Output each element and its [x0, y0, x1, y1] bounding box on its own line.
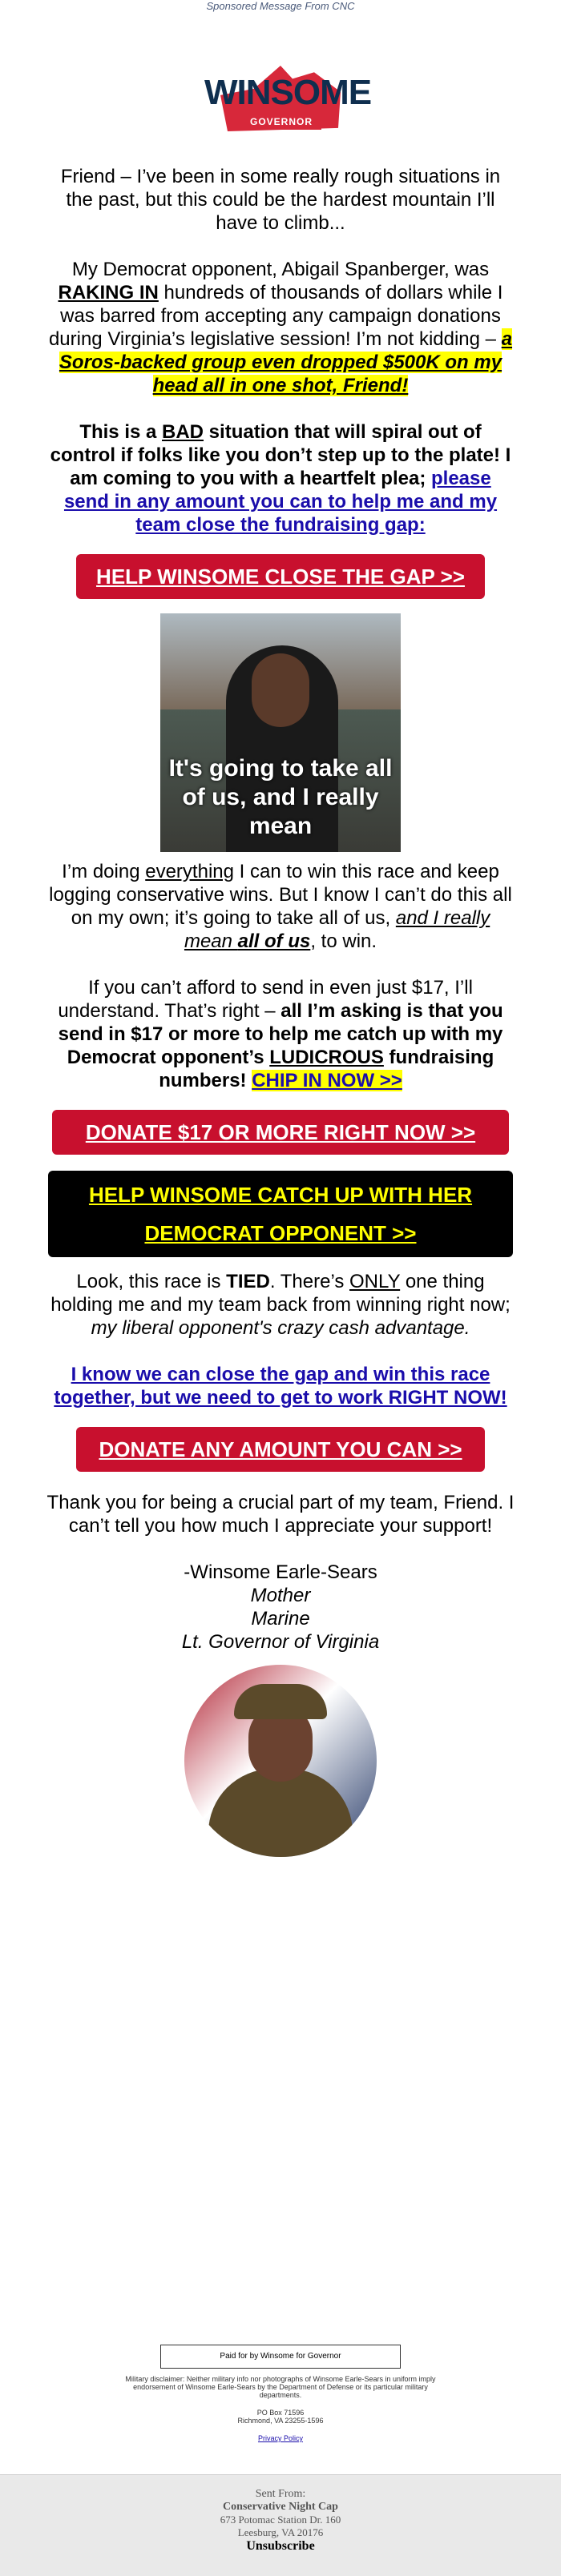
portrait-photo: [184, 1665, 377, 1857]
donate-any-amount-button[interactable]: DONATE ANY AMOUNT YOU CAN >>: [76, 1427, 485, 1472]
paid-for-box: Paid for by Winsome for Governor: [160, 2345, 401, 2369]
chip-in-link[interactable]: CHIP IN NOW >>: [252, 1070, 402, 1091]
link-close-gap[interactable]: please send in any amount you can to help me and my team close the fundraising gap:: [63, 468, 498, 536]
sender-address2: Leesburg, VA 20176: [237, 2526, 324, 2538]
help-close-gap-button[interactable]: HELP WINSOME CLOSE THE GAP >>: [76, 554, 485, 599]
sent-from-label: Sent From:: [255, 2488, 306, 2500]
portrait-cap: [234, 1684, 327, 1719]
highlight-soros: a Soros-backed group even dropped $500K on my head all in one shot, Friend!: [59, 328, 513, 396]
portrait-uniform: [208, 1769, 353, 1857]
paragraph-plea: This is a BAD situation that will spiral out of control if folks like you don’t step up to the plate! I am coming to you with a heartfelt plea; please send in any amount you can to help me and my team close the fundraising gap:: [50, 421, 511, 536]
signature-line-mother: Mother: [250, 1585, 311, 1606]
sender-footer: [0, 2474, 561, 2576]
sponsored-notice: Sponsored Message From CNC: [206, 0, 355, 12]
sender-org: Conservative Night Cap: [223, 2501, 338, 2513]
footer: [0, 2345, 561, 2442]
logo-name: WINSOME: [204, 73, 372, 112]
paragraph-thanks: Thank you for being a crucial part of my team, Friend. I can’t tell you how much I appreciate your support!: [46, 1492, 515, 1537]
logo-sub: GOVERNOR: [241, 114, 321, 130]
paragraph-tied: Look, this race is TIED. There’s ONLY one thing holding me and my team back from winning right now; my liberal opponent's crazy cash advantage.: [50, 1271, 511, 1339]
donate-17-button[interactable]: DONATE $17 OR MORE RIGHT NOW >>: [52, 1110, 509, 1155]
winsome-logo[interactable]: [204, 56, 372, 136]
signature-line-marine: Marine: [251, 1608, 310, 1630]
city-line: Richmond, VA 23255-1596: [237, 2417, 324, 2425]
unsubscribe-link[interactable]: Unsubscribe: [246, 2539, 315, 2553]
video-still-image[interactable]: [160, 613, 401, 852]
paragraph-close-gap: [45, 1363, 516, 1409]
video-caption: It's going to take all of us, and I really mean: [168, 755, 393, 839]
link-close-gap-now[interactable]: I know we can close the gap and win this race together, but we need to get to work RIGHT NOW!: [54, 1364, 507, 1409]
military-disclaimer: Military disclaimer: Neither military info nor photographs of Winsome Earle-Sears in uniform imply endorsement of Winsome Earle-Sears by the Department of Defense or its particular military departments.: [125, 2375, 436, 2399]
catch-up-button[interactable]: HELP WINSOME CATCH UP WITH HER DEMOCRAT OPPONENT >>: [48, 1171, 513, 1257]
po-box: PO Box 71596: [256, 2409, 305, 2417]
signature-block: [48, 1561, 513, 1654]
paragraph-everything: I’m doing everything I can to win this race and keep logging conservative wins. But I know I can’t do this all on my own; it’s going to take all of us, and I really mean all of us, to win.: [49, 861, 512, 952]
privacy-policy-link[interactable]: Privacy Policy: [257, 2434, 303, 2442]
paragraph-intro: Friend – I’ve been in some really rough situations in the past, but this could be the hardest mountain I’ll have to climb...: [60, 166, 501, 234]
signature-line-title: Lt. Governor of Virginia: [181, 1631, 380, 1653]
paragraph-seventeen: If you can’t afford to send in even just $17, I’ll understand. That’s right – all I’m asking is that you send in $17 or more to help me catch up with my Democrat opponent’s LUDICROUS fundraising numbers! CHIP IN NOW >>: [58, 977, 503, 1091]
paragraph-opponent: My Democrat opponent, Abigail Spanberger, was RAKING IN hundreds of thousands of dollars while I was barred from accepting any campaign donations during Virginia’s legislative session! I’m not kidding – a Soros-backed group even dropped $500K on my head all in one shot, Friend!: [48, 259, 513, 396]
sender-address1: 673 Potomac Station Dr. 160: [220, 2514, 341, 2526]
signature-name: -Winsome Earle-Sears: [184, 1561, 377, 1583]
speaker-face: [252, 653, 309, 727]
